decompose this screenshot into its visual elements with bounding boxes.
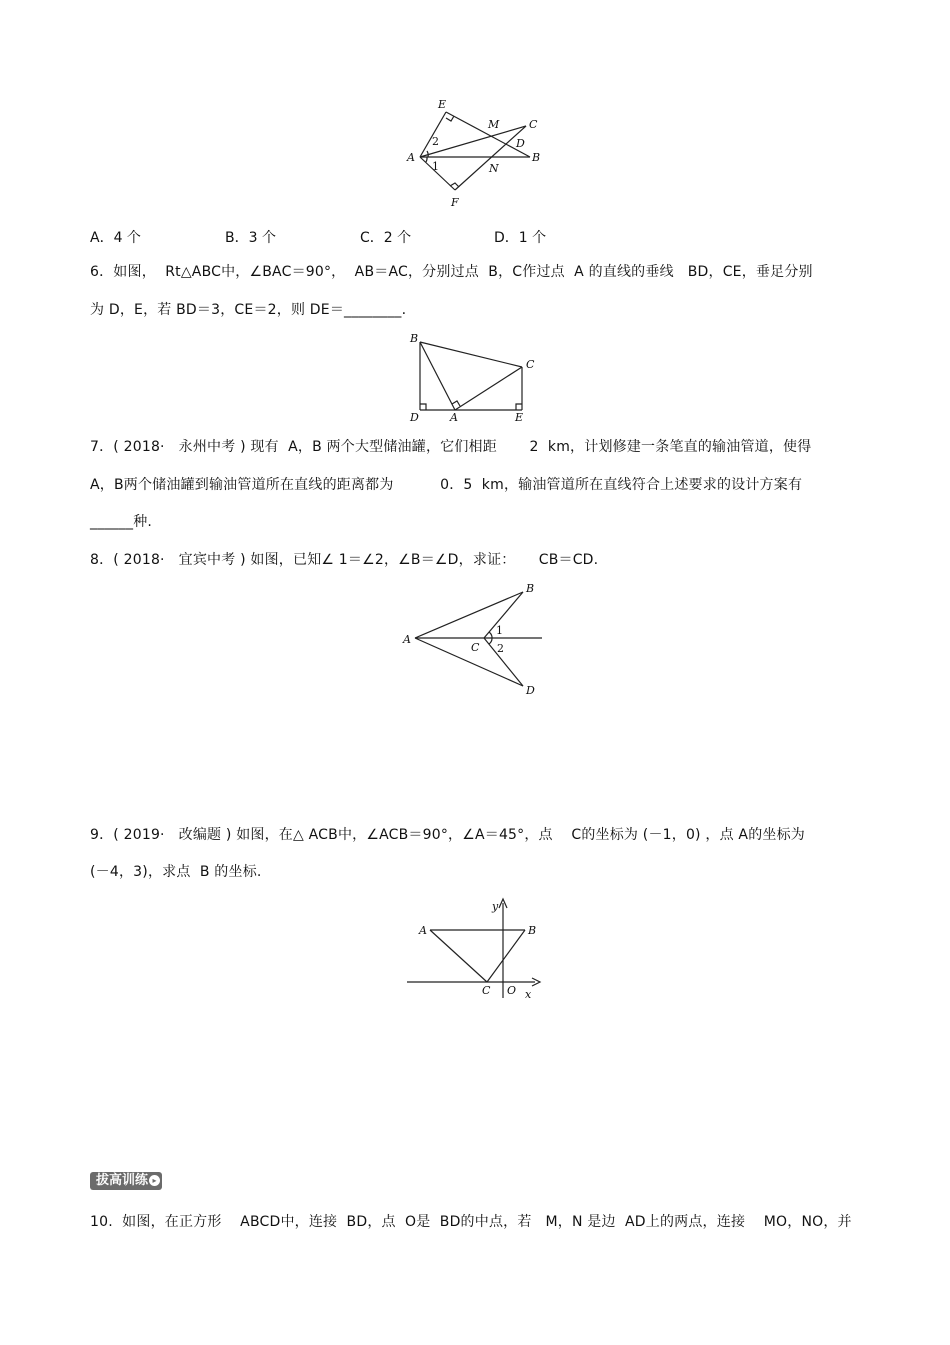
- q5-figure: [400, 95, 560, 215]
- q5-label-m: M: [488, 118, 500, 131]
- q5-option-d: D．1 个: [494, 230, 547, 246]
- q9-label-o: O: [507, 984, 517, 997]
- q9-figure: [405, 895, 545, 1000]
- q8-label-c: C: [471, 641, 480, 654]
- section-badge: [90, 1172, 162, 1190]
- q5-label-d: D: [516, 137, 525, 150]
- section-title: 拔高训练: [96, 1173, 149, 1188]
- q7-text-line2: A，B两个储油罐到输油管道所在直线的距离都为 0．5 km，输油管道所在直线符合上述要求的设计方案有: [90, 477, 803, 493]
- arrow-icon: ▸: [149, 1175, 160, 1186]
- q5-label-f: F: [451, 196, 459, 209]
- q6-label-e: E: [515, 411, 524, 424]
- q9-label-b: B: [528, 924, 537, 937]
- q9-text-line2: (－4，3)，求点 B 的坐标.: [90, 864, 262, 880]
- q9-label-a: A: [419, 924, 427, 937]
- q5-label-angle1: 1: [432, 160, 439, 173]
- q8-text-line1: 8．( 2018· 宜宾中考 ) 如图，已知∠ 1＝∠2，∠B＝∠D，求证： CB＝CD.: [90, 552, 599, 568]
- q6-label-a: A: [450, 411, 458, 424]
- q10-text-line1: 10. 如图，在正方形 ABCD中，连接 BD，点 O是 BD的中点，若 M，N 是边 AD上的两点，连接 MO，NO，并: [90, 1214, 852, 1230]
- q8-label-b: B: [526, 582, 535, 595]
- q7-text-line1: 7．( 2018· 永州中考 ) 现有 A，B 两个大型储油罐，它们相距 2 km，计划修建一条笔直的输油管道，使得: [90, 439, 812, 455]
- q6-text-line1: 6．如图， Rt△ABC中，∠BAC＝90°， AB＝AC，分别过点 B，C作过点 A 的直线的垂线 BD，CE，垂足分别: [90, 264, 813, 280]
- q9-label-y: y: [492, 900, 499, 913]
- q6-figure: [405, 330, 545, 425]
- q8-figure: [400, 582, 550, 700]
- q6-label-d: D: [410, 411, 419, 424]
- q8-label-a: A: [403, 633, 411, 646]
- q8-label-angle2: 2: [497, 642, 504, 655]
- q6-text-line2: 为 D，E，若 BD＝3，CE＝2，则 DE＝________.: [90, 302, 407, 318]
- q8-label-d: D: [526, 684, 535, 697]
- q9-label-x: x: [525, 988, 532, 1001]
- q5-option-c: C．2 个: [360, 230, 412, 246]
- q5-label-n: N: [489, 162, 499, 175]
- q8-label-angle1: 1: [496, 624, 503, 637]
- q6-label-b: B: [410, 332, 419, 345]
- q5-label-b: B: [532, 151, 541, 164]
- q9-text-line1: 9．( 2019· 改编题 ) 如图，在△ ACB中，∠ACB＝90°，∠A＝45°，点 C的坐标为 (－1，0) ，点 A的坐标为: [90, 827, 805, 843]
- q6-label-c: C: [526, 358, 535, 371]
- q5-label-e: E: [438, 98, 447, 111]
- q5-label-angle2: 2: [432, 135, 439, 148]
- q5-label-c: C: [529, 118, 538, 131]
- q7-text-line3: ______种.: [90, 514, 153, 530]
- q5-label-a: A: [407, 151, 415, 164]
- q5-option-b: B．3 个: [225, 230, 276, 246]
- q5-option-a: A．4 个: [90, 230, 141, 246]
- q9-label-c: C: [482, 984, 491, 997]
